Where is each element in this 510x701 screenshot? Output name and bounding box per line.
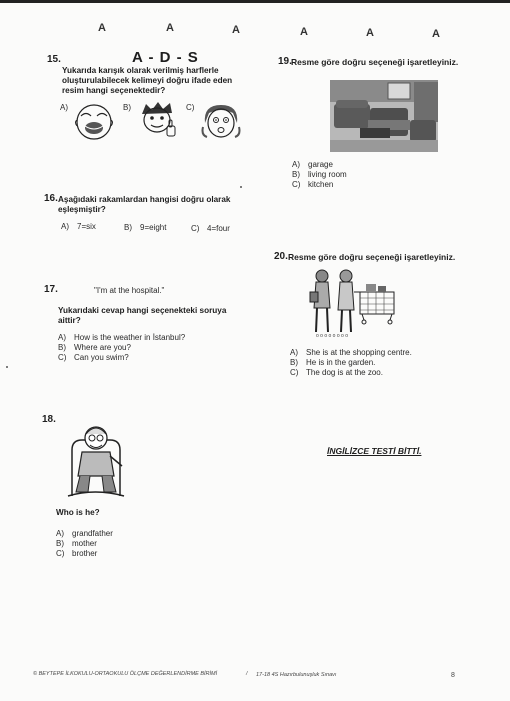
quote-text: "I'm at the hospital." (94, 286, 165, 295)
option-text: 7=six (77, 222, 96, 231)
option-b[interactable] (56, 539, 97, 549)
option-letter: B) (124, 223, 132, 232)
option-a[interactable] (61, 222, 96, 232)
grandfather-picture (62, 420, 128, 498)
option-letter: C) (56, 549, 65, 558)
option-text: mother (72, 539, 97, 548)
option-a-label[interactable]: A) (60, 103, 68, 112)
question-text-20: Resme göre doğru seçeneği işaretleyiniz. (288, 252, 456, 262)
option-text: Can you swim? (74, 353, 129, 362)
option-letter: B) (58, 343, 66, 352)
scan-speck (6, 366, 8, 368)
option-a[interactable] (58, 333, 185, 343)
option-letter: C) (292, 180, 301, 189)
question-text-17: Yukarıdaki cevap hangi seçenekteki soruya aittir? (58, 306, 227, 325)
option-text: Where are you? (74, 343, 131, 352)
living-room-photo (330, 80, 438, 152)
question-text-19: Resme göre doğru seçeneği işaretleyiniz. (291, 57, 459, 67)
option-a[interactable] (292, 160, 333, 170)
option-letter: B) (56, 539, 64, 548)
option-a[interactable] (56, 529, 113, 539)
header-letter: A (232, 24, 240, 36)
header-letter: A (166, 22, 174, 34)
option-c[interactable] (58, 353, 129, 363)
header-letter: A (300, 26, 308, 38)
option-b-label[interactable]: B) (123, 103, 131, 112)
option-letter: B) (290, 358, 298, 367)
scrambled-letters: A - D - S (132, 49, 199, 66)
option-c[interactable] (191, 224, 230, 234)
option-text: How is the weather in İstanbul? (74, 333, 186, 342)
option-text: He is in the garden. (306, 358, 376, 367)
option-text: 9=eight (140, 223, 167, 232)
laughing-face-picture (72, 102, 116, 142)
option-letter: A) (58, 333, 66, 342)
header-letter: A (432, 28, 440, 40)
option-text: The dog is at the zoo. (306, 368, 383, 377)
option-b[interactable] (292, 170, 347, 180)
option-letter: C) (58, 353, 67, 362)
page-number: 8 (451, 672, 455, 679)
option-text: She is at the shopping centre. (306, 348, 412, 357)
question-number-18: 18. (42, 414, 56, 425)
option-text: living room (308, 170, 347, 179)
boy-thumbs-up-picture (136, 100, 180, 142)
question-text-16: Aşağıdaki rakamlardan hangisi doğru olarak eşleşmiştir? (58, 195, 231, 214)
question-text-18: Who is he? (56, 508, 100, 517)
option-letter: C) (191, 224, 200, 233)
header-letter: A (366, 27, 374, 39)
test-end-note: İNGİLİZCE TESTİ BİTTİ. (327, 446, 422, 456)
option-c[interactable] (56, 549, 97, 559)
option-c-label[interactable]: C) (186, 103, 195, 112)
option-b[interactable] (290, 358, 375, 368)
option-letter: B) (292, 170, 300, 179)
question-number-20: 20. (274, 251, 288, 262)
option-b[interactable] (124, 223, 166, 233)
option-text: grandfather (72, 529, 113, 538)
footer-exam-name: 17-18 4S Hazırbulunuşluk Sınavı (256, 672, 337, 678)
option-b[interactable] (58, 343, 131, 353)
option-c[interactable] (292, 180, 333, 190)
question-number-15: 15. (47, 54, 61, 65)
shopping-women-picture (306, 266, 400, 338)
option-letter: A) (290, 348, 298, 357)
question-number-17: 17. (44, 284, 58, 295)
option-text: kitchen (308, 180, 334, 189)
option-text: garage (308, 160, 333, 169)
option-text: 4=four (207, 224, 230, 233)
top-border (0, 0, 510, 3)
option-letter: A) (56, 529, 64, 538)
scan-speck (240, 186, 242, 188)
option-letter: A) (292, 160, 300, 169)
option-text: brother (72, 549, 98, 558)
scared-girl-picture (199, 101, 243, 143)
option-c[interactable] (290, 368, 383, 378)
option-a[interactable] (290, 348, 412, 358)
footer-separator: / (246, 671, 248, 677)
question-number-19: 19. (278, 56, 292, 67)
option-letter: A) (61, 222, 69, 231)
question-number-16: 16. (44, 193, 58, 204)
footer-institution: © BEYTEPE İLKOKULU-ORTAOKULU ÖLÇME DEĞERLENDİRME BİRİMİ (33, 671, 218, 677)
option-letter: C) (290, 368, 299, 377)
header-letter: A (98, 22, 106, 34)
question-text-15: Yukarıda karışık olarak verilmiş harflerle oluşturulabilecek kelimeyi doğru ifade eden resim hangi seçenektedir? (62, 66, 233, 95)
svg-text:o o o o o o o o: o o o o o o o o (316, 333, 348, 338)
